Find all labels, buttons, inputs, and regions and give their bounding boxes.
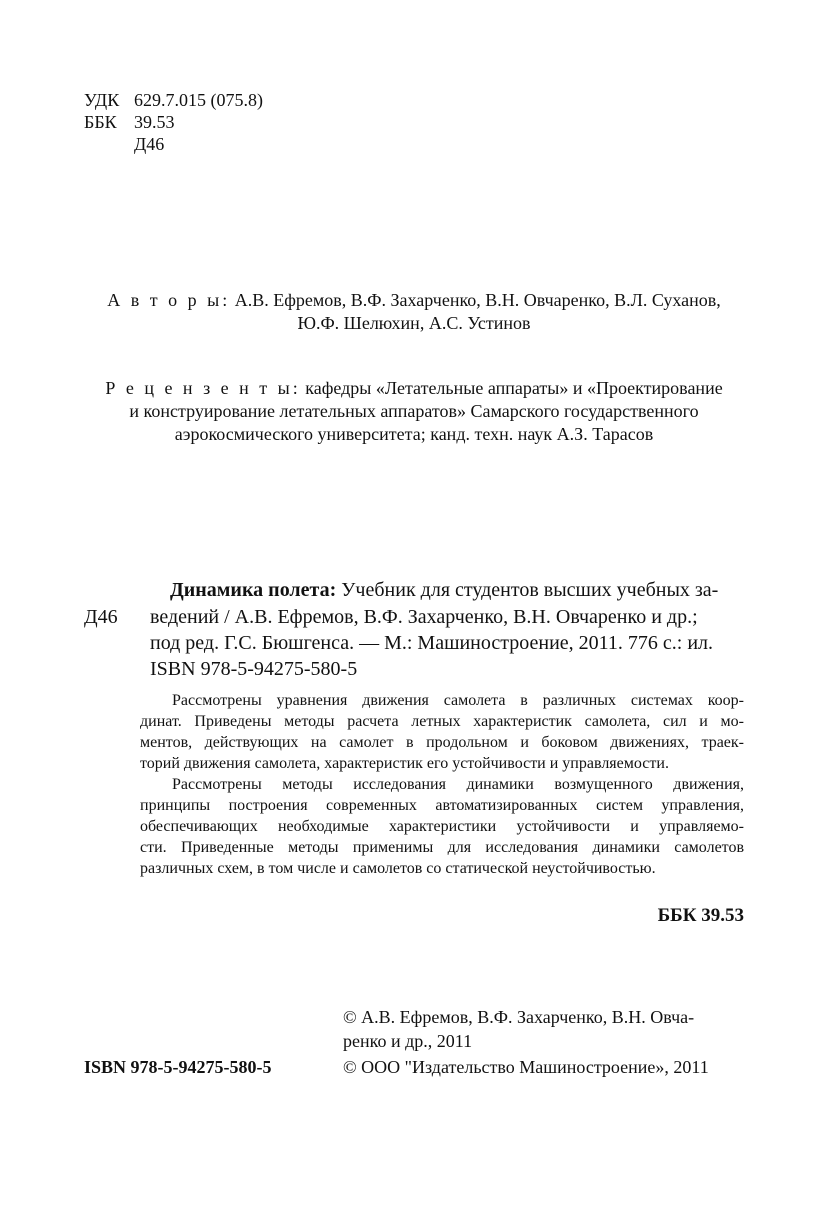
reviewers-label: Р е ц е н з е н т ы:: [105, 378, 301, 398]
entry-line-1: [170, 578, 718, 602]
annotation-p2-line-2: принципы построения современных автоматизированных систем управления,: [140, 797, 744, 814]
copyright-line-2: ренко и др., 2011: [343, 1031, 473, 1051]
annotation-p2-line-3: обеспечивающих необходимые характеристики устойчивости и управляемо-: [140, 818, 744, 835]
entry-side-mark: Д46: [84, 606, 118, 628]
annotation-p2-line-4: сти. Приведенные методы применимы для исследования динамики самолетов: [140, 839, 744, 856]
reviewers-line-2: и конструирование летательных аппаратов» Самарского государственного: [129, 401, 699, 421]
annotation-p1-line-1: Рассмотрены уравнения движения самолета в различных системах коор-: [172, 692, 744, 709]
authors-line-1: [0, 289, 828, 311]
udk-label: УДК: [84, 90, 120, 110]
bbk-value: 39.53: [134, 112, 175, 132]
copyright-line-1: © А.В. Ефремов, В.Ф. Захарченко, В.Н. Овча-: [343, 1007, 695, 1027]
annotation-p1-line-4: торий движения самолета, характеристик его устойчивости и управляемости.: [140, 755, 669, 772]
authors-names-1: А.В. Ефремов, В.Ф. Захарченко, В.Н. Овчаренко, В.Л. Суханов,: [234, 290, 721, 310]
reviewers-line-3: аэрокосмического университета; канд. техн. наук А.З. Тарасов: [174, 424, 654, 444]
entry-isbn: ISBN 978-5-94275-580-5: [150, 658, 358, 680]
isbn-bottom: ISBN 978-5-94275-580-5: [84, 1057, 272, 1077]
entry-title: Динамика полета:: [170, 579, 337, 601]
annotation-p2-line-1: Рассмотрены методы исследования динамики возмущенного движения,: [172, 776, 744, 793]
entry-line-3: под ред. Г.С. Бюшгенса. — М.: Машиностроение, 2011. 776 с.: ил.: [150, 632, 714, 654]
bbk-label: ББК: [84, 112, 117, 132]
reviewers-text-1: кафедры «Летательные аппараты» и «Проектирование: [305, 378, 723, 398]
udk-value: 629.7.015 (075.8): [134, 90, 263, 110]
reviewers-line-1: [0, 377, 828, 399]
entry-line-2: ведений / А.В. Ефремов, В.Ф. Захарченко, В.Н. Овчаренко и др.;: [150, 606, 698, 628]
bbk-footer: ББК 39.53: [657, 905, 744, 926]
entry-line-1-rest: Учебник для студентов высших учебных за-: [341, 579, 719, 601]
annotation-p1-line-2: динат. Приведены методы расчета летных характеристик самолета, сил и мо-: [140, 713, 744, 730]
annotation-p2-line-5: различных схем, в том числе и самолетов со статической неустойчивостью.: [140, 860, 656, 877]
authors-label: А в т о р ы:: [107, 290, 231, 310]
author-mark: Д46: [134, 134, 165, 154]
authors-line-2: Ю.Ф. Шелюхин, А.С. Устинов: [297, 313, 531, 333]
copyright-line-3: © ООО "Издательство Машиностроение», 2011: [343, 1057, 709, 1077]
annotation-p1-line-3: ментов, действующих на самолет в продольном и боковом движениях, траек-: [140, 734, 744, 751]
